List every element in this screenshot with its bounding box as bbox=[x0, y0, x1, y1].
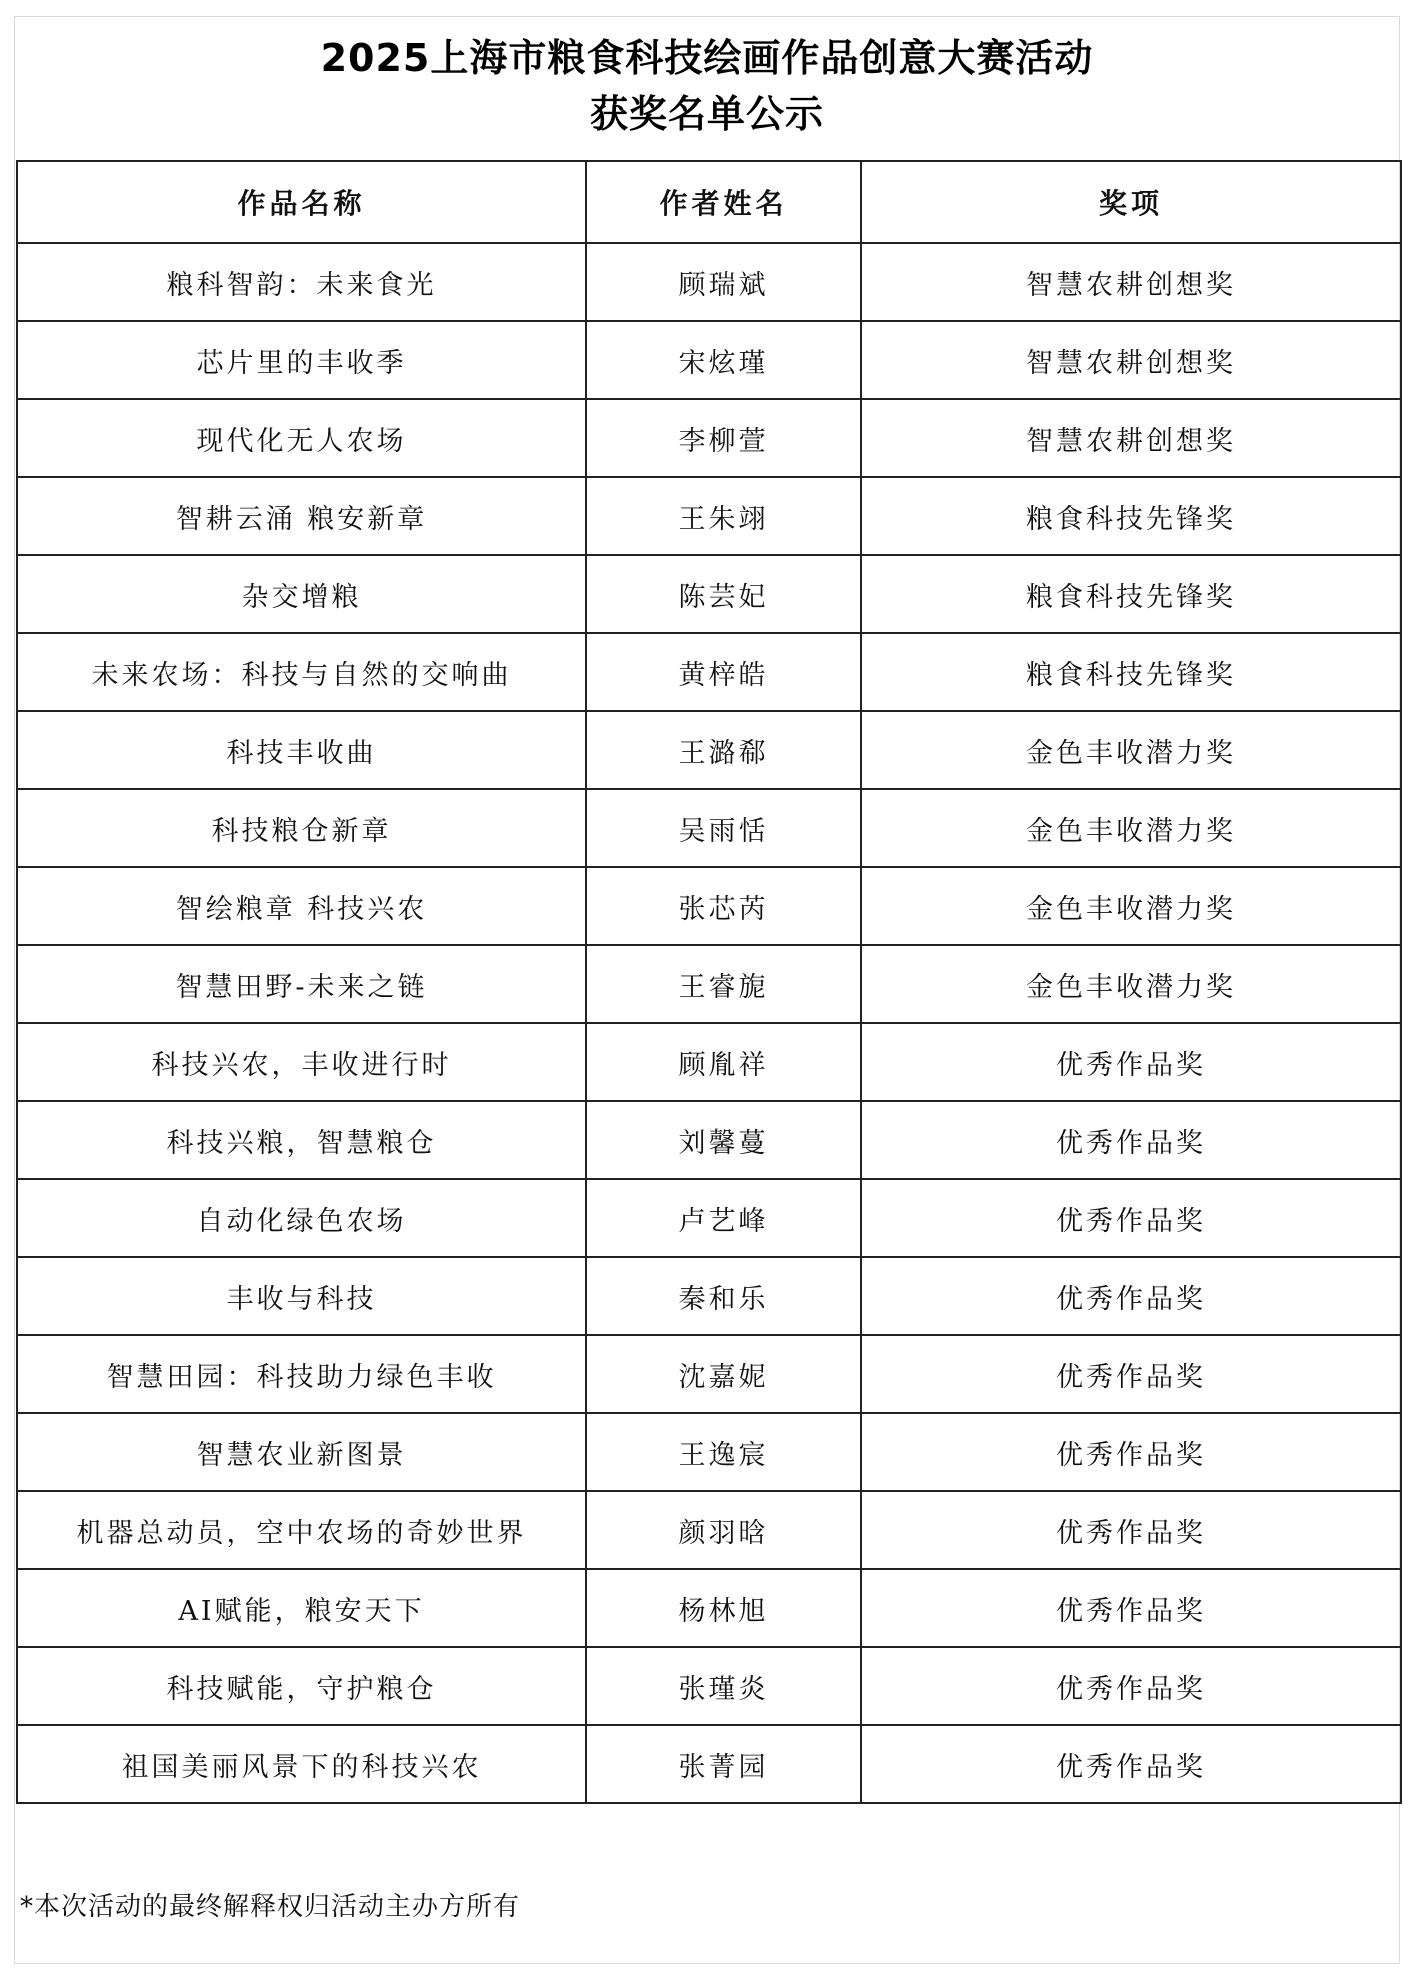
table-row bbox=[17, 789, 1401, 867]
header-award: 奖项 bbox=[861, 161, 1401, 243]
table-row bbox=[17, 243, 1401, 321]
page-subtitle: 获奖名单公示 bbox=[589, 92, 824, 136]
table-row bbox=[17, 1023, 1401, 1101]
award-cell: 金色丰收潜力奖 bbox=[861, 945, 1401, 1023]
award-cell: 优秀作品奖 bbox=[861, 1179, 1401, 1257]
author-name-cell: 杨林旭 bbox=[586, 1569, 861, 1647]
award-cell: 粮食科技先锋奖 bbox=[861, 555, 1401, 633]
author-name-cell: 王逸宸 bbox=[586, 1413, 861, 1491]
table-header-row bbox=[17, 161, 1401, 243]
author-name-cell: 沈嘉妮 bbox=[586, 1335, 861, 1413]
table-row bbox=[17, 1335, 1401, 1413]
work-name-cell: 祖国美丽风景下的科技兴农 bbox=[17, 1725, 586, 1803]
award-cell: 优秀作品奖 bbox=[861, 1257, 1401, 1335]
award-cell: 金色丰收潜力奖 bbox=[861, 711, 1401, 789]
author-name-cell: 王睿旎 bbox=[586, 945, 861, 1023]
work-name-cell: 丰收与科技 bbox=[17, 1257, 586, 1335]
author-name-cell: 顾瑞斌 bbox=[586, 243, 861, 321]
table-row bbox=[17, 321, 1401, 399]
author-name-cell: 王朱翊 bbox=[586, 477, 861, 555]
award-cell: 优秀作品奖 bbox=[861, 1491, 1401, 1569]
author-name-cell: 黄梓皓 bbox=[586, 633, 861, 711]
award-cell: 优秀作品奖 bbox=[861, 1335, 1401, 1413]
work-name-cell: 智慧田园：科技助力绿色丰收 bbox=[17, 1335, 586, 1413]
work-name-cell: 智绘粮章 科技兴农 bbox=[17, 867, 586, 945]
table-row bbox=[17, 1491, 1401, 1569]
table-row bbox=[17, 1725, 1401, 1803]
award-cell: 粮食科技先锋奖 bbox=[861, 633, 1401, 711]
work-name-cell: 现代化无人农场 bbox=[17, 399, 586, 477]
table-row bbox=[17, 477, 1401, 555]
work-name-cell: 科技粮仓新章 bbox=[17, 789, 586, 867]
table-row bbox=[17, 1569, 1401, 1647]
table-row bbox=[17, 867, 1401, 945]
author-name-cell: 张瑾炎 bbox=[586, 1647, 861, 1725]
award-cell: 金色丰收潜力奖 bbox=[861, 867, 1401, 945]
author-name-cell: 宋炫瑾 bbox=[586, 321, 861, 399]
work-name-cell: 芯片里的丰收季 bbox=[17, 321, 586, 399]
footnote-disclaimer: *本次活动的最终解释权归活动主办方所有 bbox=[20, 1892, 521, 1922]
author-name-cell: 卢艺峰 bbox=[586, 1179, 861, 1257]
page-title: 2025上海市粮食科技绘画作品创意大赛活动 bbox=[320, 36, 1094, 80]
author-name-cell: 张菁园 bbox=[586, 1725, 861, 1803]
work-name-cell: 智慧田野-未来之链 bbox=[17, 945, 586, 1023]
award-cell: 优秀作品奖 bbox=[861, 1725, 1401, 1803]
work-name-cell: 自动化绿色农场 bbox=[17, 1179, 586, 1257]
award-cell: 粮食科技先锋奖 bbox=[861, 477, 1401, 555]
table-row bbox=[17, 1101, 1401, 1179]
author-name-cell: 王潞郗 bbox=[586, 711, 861, 789]
work-name-cell: 机器总动员，空中农场的奇妙世界 bbox=[17, 1491, 586, 1569]
work-name-cell: 科技兴农，丰收进行时 bbox=[17, 1023, 586, 1101]
author-name-cell: 张芯芮 bbox=[586, 867, 861, 945]
table-row bbox=[17, 1413, 1401, 1491]
table-row bbox=[17, 633, 1401, 711]
table-row bbox=[17, 945, 1401, 1023]
author-name-cell: 刘馨蔓 bbox=[586, 1101, 861, 1179]
author-name-cell: 颜羽晗 bbox=[586, 1491, 861, 1569]
title-block bbox=[14, 30, 1400, 142]
work-name-cell: 杂交增粮 bbox=[17, 555, 586, 633]
award-cell: 智慧农耕创想奖 bbox=[861, 243, 1401, 321]
award-cell: 智慧农耕创想奖 bbox=[861, 321, 1401, 399]
author-name-cell: 顾胤祥 bbox=[586, 1023, 861, 1101]
work-name-cell: 科技兴粮，智慧粮仓 bbox=[17, 1101, 586, 1179]
award-cell: 优秀作品奖 bbox=[861, 1647, 1401, 1725]
award-cell: 优秀作品奖 bbox=[861, 1569, 1401, 1647]
header-work-name: 作品名称 bbox=[17, 161, 586, 243]
award-cell: 优秀作品奖 bbox=[861, 1413, 1401, 1491]
work-name-cell: 智耕云涌 粮安新章 bbox=[17, 477, 586, 555]
award-cell: 优秀作品奖 bbox=[861, 1101, 1401, 1179]
table-row bbox=[17, 555, 1401, 633]
work-name-cell: 智慧农业新图景 bbox=[17, 1413, 586, 1491]
work-name-cell: AI赋能，粮安天下 bbox=[17, 1569, 586, 1647]
author-name-cell: 李柳萱 bbox=[586, 399, 861, 477]
work-name-cell: 科技赋能，守护粮仓 bbox=[17, 1647, 586, 1725]
author-name-cell: 吴雨恬 bbox=[586, 789, 861, 867]
table-row bbox=[17, 1179, 1401, 1257]
author-name-cell: 陈芸妃 bbox=[586, 555, 861, 633]
award-cell: 金色丰收潜力奖 bbox=[861, 789, 1401, 867]
table-row bbox=[17, 399, 1401, 477]
work-name-cell: 科技丰收曲 bbox=[17, 711, 586, 789]
author-name-cell: 秦和乐 bbox=[586, 1257, 861, 1335]
table-row bbox=[17, 1647, 1401, 1725]
table-row bbox=[17, 711, 1401, 789]
work-name-cell: 粮科智韵：未来食光 bbox=[17, 243, 586, 321]
table-row bbox=[17, 1257, 1401, 1335]
header-author-name: 作者姓名 bbox=[586, 161, 861, 243]
award-cell: 智慧农耕创想奖 bbox=[861, 399, 1401, 477]
work-name-cell: 未来农场：科技与自然的交响曲 bbox=[17, 633, 586, 711]
awards-table bbox=[16, 160, 1402, 1804]
award-cell: 优秀作品奖 bbox=[861, 1023, 1401, 1101]
